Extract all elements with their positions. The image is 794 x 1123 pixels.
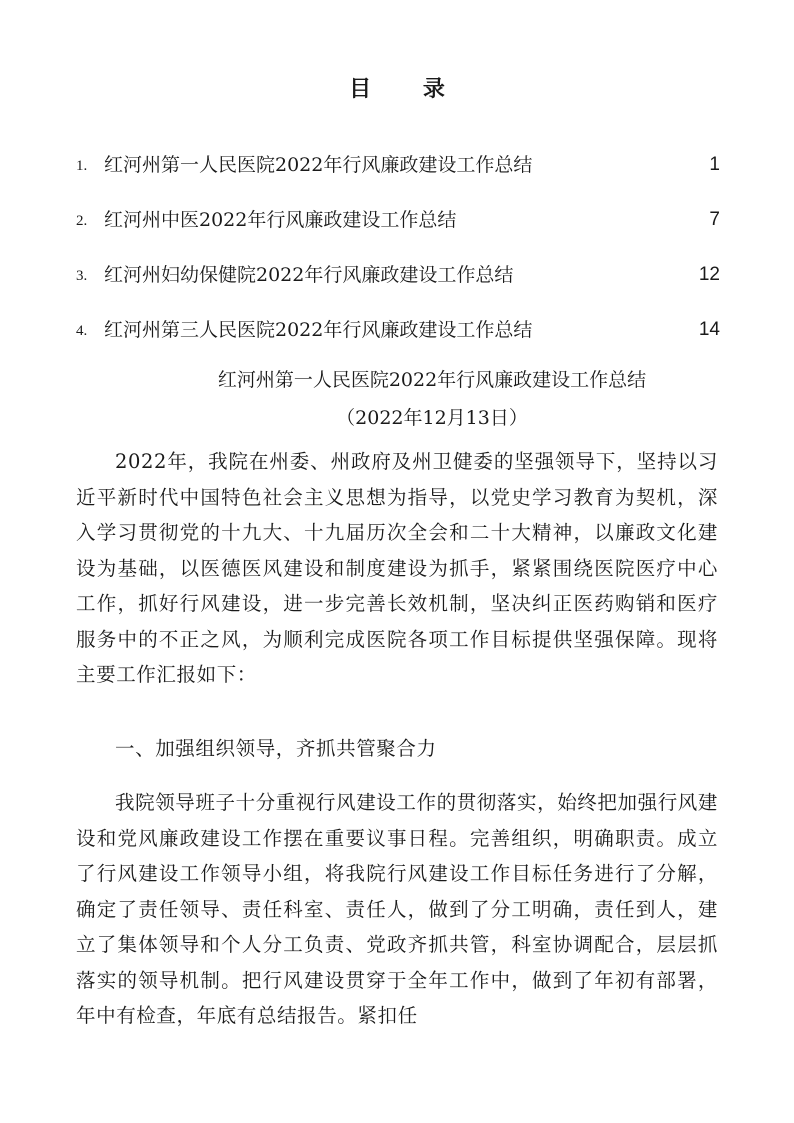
toc-entry[interactable] <box>76 146 720 201</box>
toc-entry-number: 4. <box>76 323 88 339</box>
toc-entry[interactable] <box>76 311 720 366</box>
toc-entry-number: 2. <box>76 213 88 229</box>
toc-entry[interactable] <box>76 256 720 311</box>
toc-entry-page: 12 <box>698 264 720 285</box>
toc-entry-page: 1 <box>709 154 720 175</box>
toc-entry-page: 7 <box>709 209 720 230</box>
section-heading: 一、加强组织领导，齐抓共管聚合力 <box>115 737 437 760</box>
table-of-contents <box>76 146 720 366</box>
toc-title: 目 录 <box>349 76 467 102</box>
toc-entry-title: 红河州第一人民医院2022年行风廉政建设工作总结 <box>104 154 533 176</box>
document-title: 红河州第一人民医院2022年行风廉政建设工作总结 <box>217 369 647 391</box>
toc-entry-title: 红河州第三人民医院2022年行风廉政建设工作总结 <box>104 319 533 341</box>
body-paragraph: 我院领导班子十分重视行风建设工作的贯彻落实，始终把加强行风建设和党风廉政建设工作摆在重要议事日程。完善组织，明确职责。成立了行风建设工作领导小组，将我院行风建设工作目标任务进行了分解，确定了责任领导、责任科室、责任人，做到了分工明确，责任到人，建立了集体领导和个人分工负责、党政齐抓共管，科室协调配合，层层抓落实的领导机制。把行风建设贯穿于全年工作中，做到了年初有部署，年中有检查，年底有总结报告。紧扣任 <box>76 791 719 1027</box>
toc-entry-number: 1. <box>76 158 88 174</box>
body-paragraph: 2022年，我院在州委、州政府及州卫健委的坚强领导下，坚持以习近平新时代中国特色社会主义思想为指导，以党史学习教育为契机，深入学习贯彻党的十九大、十九届历次全会和二十大精神，以廉政文化建设为基础，以医德医风建设和制度建设为抓手，紧紧围绕医院医疗中心工作，抓好行风建设，进一步完善长效机制，坚决纠正医药购销和医疗服务中的不正之风，为顺利完成医院各项工作目标提供坚强保障。现将主要工作汇报如下： <box>76 450 718 686</box>
toc-entry-title: 红河州中医2022年行风廉政建设工作总结 <box>104 209 457 231</box>
toc-entry[interactable] <box>76 201 720 256</box>
toc-entry-number: 3. <box>76 268 88 284</box>
document-date: （2022年12月13日） <box>336 407 528 429</box>
toc-entry-page: 14 <box>698 319 720 340</box>
toc-entry-title: 红河州妇幼保健院2022年行风廉政建设工作总结 <box>104 264 514 286</box>
